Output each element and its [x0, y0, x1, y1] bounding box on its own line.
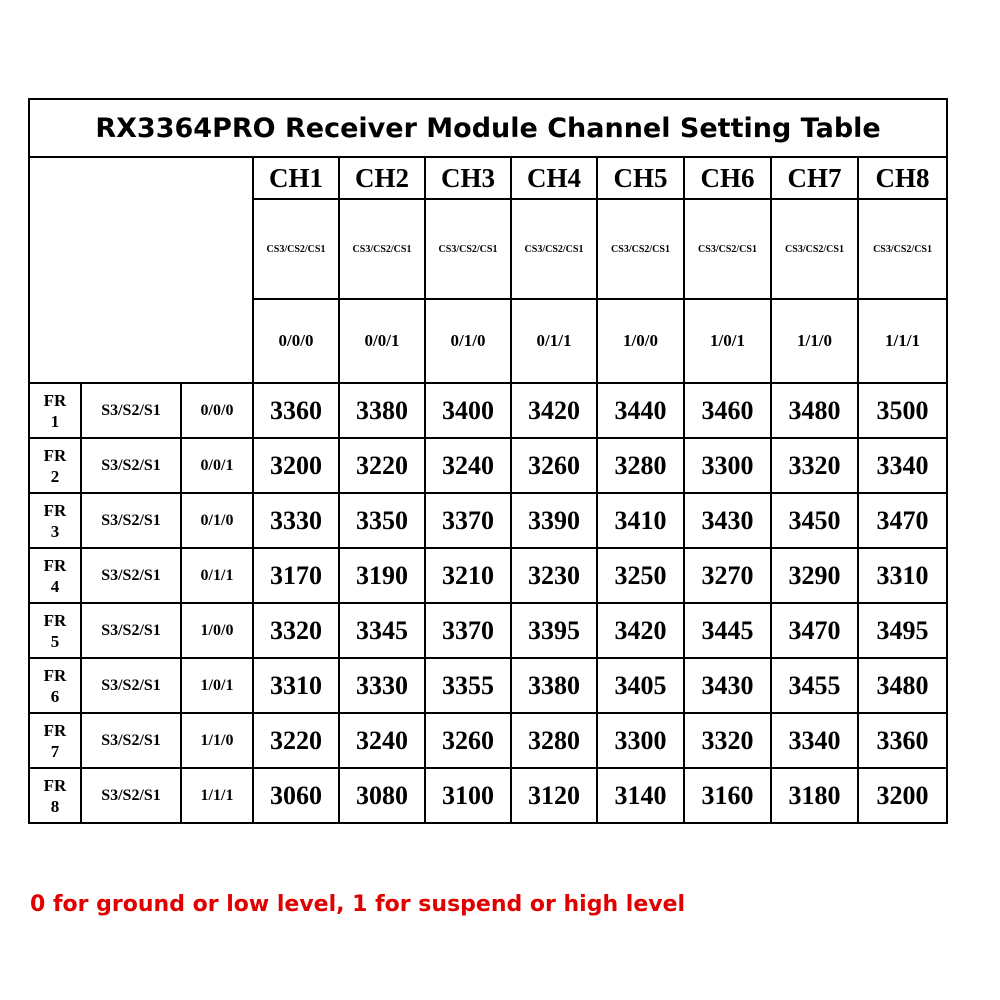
frequency-value: 3200: [858, 768, 947, 823]
frequency-value: 3470: [771, 603, 858, 658]
channel-header-2: CH2: [339, 157, 425, 199]
select-bits: 0/1/0: [181, 493, 253, 548]
frequency-value: 3455: [771, 658, 858, 713]
channel-bits-3: 0/1/0: [425, 299, 511, 383]
channel-bits-1: 0/0/0: [253, 299, 339, 383]
table-row: [29, 493, 947, 548]
select-label: S3/S2/S1: [81, 548, 181, 603]
channel-table-container: [28, 98, 946, 824]
channel-select-label: CS3/CS2/CS1: [611, 243, 670, 255]
select-label: S3/S2/S1: [81, 658, 181, 713]
level-note: 0 for ground or low level, 1 for suspend or high level: [30, 892, 686, 917]
channel-header-8: CH8: [858, 157, 947, 199]
select-bits: 0/1/1: [181, 548, 253, 603]
frequency-value: 3140: [597, 768, 684, 823]
select-bits: 0/0/0: [181, 383, 253, 438]
frequency-value: 3340: [771, 713, 858, 768]
corner-cell: [29, 157, 253, 383]
frequency-value: 3320: [684, 713, 771, 768]
table-row: [29, 713, 947, 768]
frequency-value: 3170: [253, 548, 339, 603]
frequency-value: 3300: [597, 713, 684, 768]
fr-label-cell: [29, 603, 81, 658]
table-row: [29, 658, 947, 713]
frequency-value: 3430: [684, 493, 771, 548]
channel-bits-8: 1/1/1: [858, 299, 947, 383]
frequency-value: 3300: [684, 438, 771, 493]
table-row: [29, 768, 947, 823]
fr-label: FR5: [43, 610, 67, 651]
channel-select-label-cell: [425, 199, 511, 299]
channel-select-label-cell: [597, 199, 684, 299]
fr-label: FR4: [43, 555, 67, 596]
channel-select-label-cell: [339, 199, 425, 299]
channel-header-3: CH3: [425, 157, 511, 199]
select-bits: 1/0/0: [181, 603, 253, 658]
table-row: [29, 438, 947, 493]
frequency-value: 3060: [253, 768, 339, 823]
frequency-value: 3395: [511, 603, 597, 658]
fr-label-cell: [29, 768, 81, 823]
select-bits: 1/1/0: [181, 713, 253, 768]
fr-label-cell: [29, 383, 81, 438]
frequency-value: 3280: [511, 713, 597, 768]
channel-select-label: CS3/CS2/CS1: [524, 243, 584, 255]
frequency-value: 3480: [858, 658, 947, 713]
select-bits: 1/0/1: [181, 658, 253, 713]
frequency-value: 3320: [771, 438, 858, 493]
frequency-value: 3380: [511, 658, 597, 713]
frequency-value: 3470: [858, 493, 947, 548]
frequency-value: 3200: [253, 438, 339, 493]
frequency-value: 3260: [511, 438, 597, 493]
frequency-value: 3260: [425, 713, 511, 768]
select-label: S3/S2/S1: [81, 768, 181, 823]
channel-select-label: CS3/CS2/CS1: [785, 243, 844, 255]
frequency-value: 3220: [339, 438, 425, 493]
frequency-value: 3450: [771, 493, 858, 548]
frequency-value: 3345: [339, 603, 425, 658]
channel-select-label: CS3/CS2/CS1: [352, 243, 412, 255]
frequency-value: 3400: [425, 383, 511, 438]
fr-label-cell: [29, 548, 81, 603]
frequency-value: 3100: [425, 768, 511, 823]
fr-label-cell: [29, 658, 81, 713]
frequency-value: 3220: [253, 713, 339, 768]
frequency-value: 3290: [771, 548, 858, 603]
channel-select-label-cell: [771, 199, 858, 299]
frequency-value: 3080: [339, 768, 425, 823]
channel-select-label-cell: [858, 199, 947, 299]
frequency-value: 3420: [511, 383, 597, 438]
frequency-value: 3355: [425, 658, 511, 713]
frequency-value: 3480: [771, 383, 858, 438]
frequency-value: 3360: [858, 713, 947, 768]
frequency-value: 3320: [253, 603, 339, 658]
fr-label: FR3: [43, 500, 67, 541]
select-bits: 1/1/1: [181, 768, 253, 823]
frequency-value: 3440: [597, 383, 684, 438]
frequency-value: 3210: [425, 548, 511, 603]
frequency-value: 3330: [253, 493, 339, 548]
frequency-value: 3495: [858, 603, 947, 658]
fr-label: FR7: [43, 720, 67, 761]
frequency-value: 3420: [597, 603, 684, 658]
fr-label-cell: [29, 438, 81, 493]
frequency-value: 3340: [858, 438, 947, 493]
frequency-value: 3445: [684, 603, 771, 658]
frequency-value: 3430: [684, 658, 771, 713]
frequency-value: 3410: [597, 493, 684, 548]
fr-label: FR1: [43, 390, 67, 431]
frequency-value: 3460: [684, 383, 771, 438]
frequency-value: 3405: [597, 658, 684, 713]
select-label: S3/S2/S1: [81, 383, 181, 438]
table-row: [29, 548, 947, 603]
select-label: S3/S2/S1: [81, 493, 181, 548]
frequency-value: 3500: [858, 383, 947, 438]
channel-bits-2: 0/0/1: [339, 299, 425, 383]
channel-bits-4: 0/1/1: [511, 299, 597, 383]
channel-header-6: CH6: [684, 157, 771, 199]
frequency-value: 3310: [253, 658, 339, 713]
frequency-value: 3360: [253, 383, 339, 438]
channel-select-label-cell: [253, 199, 339, 299]
frequency-value: 3310: [858, 548, 947, 603]
channel-select-label-cell: [511, 199, 597, 299]
channel-select-label: CS3/CS2/CS1: [438, 243, 498, 255]
frequency-value: 3390: [511, 493, 597, 548]
frequency-value: 3190: [339, 548, 425, 603]
frequency-value: 3280: [597, 438, 684, 493]
table-row: [29, 383, 947, 438]
select-label: S3/S2/S1: [81, 713, 181, 768]
channel-header-4: CH4: [511, 157, 597, 199]
channel-bits-6: 1/0/1: [684, 299, 771, 383]
fr-label: FR8: [43, 775, 67, 816]
frequency-value: 3120: [511, 768, 597, 823]
select-label: S3/S2/S1: [81, 603, 181, 658]
frequency-value: 3230: [511, 548, 597, 603]
frequency-value: 3270: [684, 548, 771, 603]
channel-header-1: CH1: [253, 157, 339, 199]
frequency-value: 3160: [684, 768, 771, 823]
channel-select-label: CS3/CS2/CS1: [873, 243, 932, 255]
table-row: [29, 603, 947, 658]
fr-label-cell: [29, 713, 81, 768]
frequency-value: 3370: [425, 603, 511, 658]
table-title: RX3364PRO Receiver Module Channel Setting Table: [29, 99, 947, 157]
frequency-value: 3240: [339, 713, 425, 768]
select-bits: 0/0/1: [181, 438, 253, 493]
frequency-value: 3350: [339, 493, 425, 548]
channel-select-label: CS3/CS2/CS1: [266, 243, 326, 255]
fr-label: FR6: [43, 665, 67, 706]
frequency-value: 3250: [597, 548, 684, 603]
fr-label-cell: [29, 493, 81, 548]
select-label: S3/S2/S1: [81, 438, 181, 493]
channel-select-label-cell: [684, 199, 771, 299]
frequency-value: 3330: [339, 658, 425, 713]
channel-header-7: CH7: [771, 157, 858, 199]
channel-setting-table: [28, 98, 948, 824]
frequency-value: 3240: [425, 438, 511, 493]
channel-header-5: CH5: [597, 157, 684, 199]
frequency-value: 3370: [425, 493, 511, 548]
channel-select-label: CS3/CS2/CS1: [698, 243, 757, 255]
channel-bits-7: 1/1/0: [771, 299, 858, 383]
frequency-value: 3380: [339, 383, 425, 438]
channel-bits-5: 1/0/0: [597, 299, 684, 383]
frequency-value: 3180: [771, 768, 858, 823]
fr-label: FR2: [43, 445, 67, 486]
